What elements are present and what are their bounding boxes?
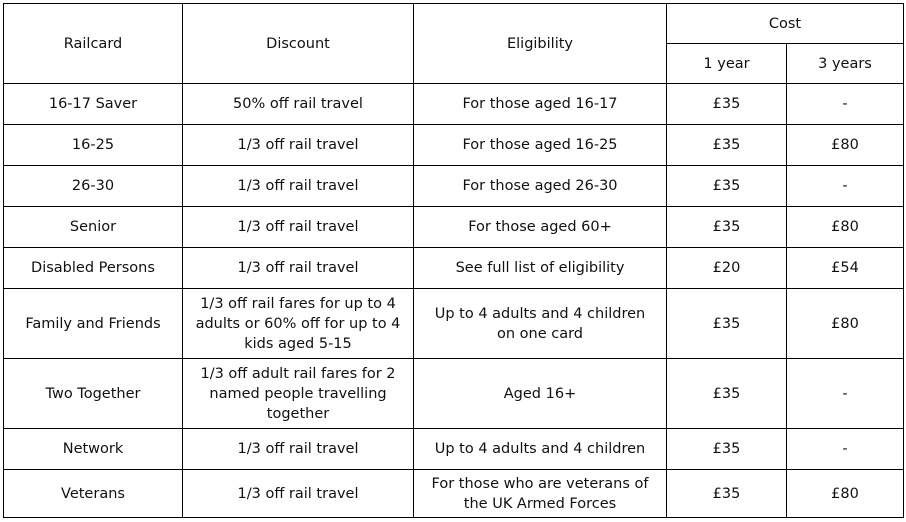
cell-one-year: £35 bbox=[667, 429, 787, 470]
cell-discount: 1/3 off adult rail fares for 2 named people travelling together bbox=[183, 359, 414, 429]
cell-three-years: £80 bbox=[787, 125, 904, 166]
cell-discount: 1/3 off rail travel bbox=[183, 470, 414, 518]
table-row bbox=[4, 207, 904, 248]
cell-one-year: £20 bbox=[667, 248, 787, 289]
railcard-table bbox=[3, 3, 904, 518]
cell-one-year: £35 bbox=[667, 125, 787, 166]
header-eligibility: Eligibility bbox=[414, 4, 667, 84]
cell-eligibility: Up to 4 adults and 4 children bbox=[414, 429, 667, 470]
cell-railcard: Family and Friends bbox=[4, 289, 183, 359]
cell-railcard: Disabled Persons bbox=[4, 248, 183, 289]
cell-railcard: 16-17 Saver bbox=[4, 84, 183, 125]
table-row bbox=[4, 125, 904, 166]
cell-three-years: £80 bbox=[787, 207, 904, 248]
table-row bbox=[4, 359, 904, 429]
cell-three-years: £80 bbox=[787, 470, 904, 518]
cell-three-years: - bbox=[787, 84, 904, 125]
cell-railcard: Senior bbox=[4, 207, 183, 248]
cell-railcard: Two Together bbox=[4, 359, 183, 429]
header-railcard: Railcard bbox=[4, 4, 183, 84]
cell-eligibility: For those who are veterans of the UK Armed Forces bbox=[414, 470, 667, 518]
cell-discount: 1/3 off rail travel bbox=[183, 166, 414, 207]
cell-eligibility: For those aged 60+ bbox=[414, 207, 667, 248]
table-row bbox=[4, 248, 904, 289]
table-row bbox=[4, 429, 904, 470]
table-row bbox=[4, 166, 904, 207]
cell-three-years: - bbox=[787, 359, 904, 429]
cell-eligibility: For those aged 16-25 bbox=[414, 125, 667, 166]
header-discount: Discount bbox=[183, 4, 414, 84]
header-cost: Cost bbox=[667, 4, 904, 44]
cell-three-years: £54 bbox=[787, 248, 904, 289]
table-row bbox=[4, 470, 904, 518]
cell-one-year: £35 bbox=[667, 84, 787, 125]
cell-eligibility: See full list of eligibility bbox=[414, 248, 667, 289]
header-three-years: 3 years bbox=[787, 44, 904, 84]
cell-railcard: 26-30 bbox=[4, 166, 183, 207]
cell-three-years: - bbox=[787, 429, 904, 470]
cell-eligibility: For those aged 16-17 bbox=[414, 84, 667, 125]
cell-railcard: Veterans bbox=[4, 470, 183, 518]
cell-one-year: £35 bbox=[667, 359, 787, 429]
cell-railcard: 16-25 bbox=[4, 125, 183, 166]
cell-one-year: £35 bbox=[667, 289, 787, 359]
cell-discount: 1/3 off rail fares for up to 4 adults or 60% off for up to 4 kids aged 5-15 bbox=[183, 289, 414, 359]
cell-eligibility: For those aged 26-30 bbox=[414, 166, 667, 207]
cell-one-year: £35 bbox=[667, 207, 787, 248]
cell-one-year: £35 bbox=[667, 470, 787, 518]
cell-eligibility: Up to 4 adults and 4 children on one card bbox=[414, 289, 667, 359]
cell-discount: 1/3 off rail travel bbox=[183, 207, 414, 248]
cell-one-year: £35 bbox=[667, 166, 787, 207]
cell-three-years: - bbox=[787, 166, 904, 207]
cell-discount: 1/3 off rail travel bbox=[183, 125, 414, 166]
cell-discount: 50% off rail travel bbox=[183, 84, 414, 125]
table-row bbox=[4, 84, 904, 125]
table-row bbox=[4, 289, 904, 359]
header-one-year: 1 year bbox=[667, 44, 787, 84]
cell-eligibility: Aged 16+ bbox=[414, 359, 667, 429]
cell-railcard: Network bbox=[4, 429, 183, 470]
cell-three-years: £80 bbox=[787, 289, 904, 359]
cell-discount: 1/3 off rail travel bbox=[183, 429, 414, 470]
cell-discount: 1/3 off rail travel bbox=[183, 248, 414, 289]
